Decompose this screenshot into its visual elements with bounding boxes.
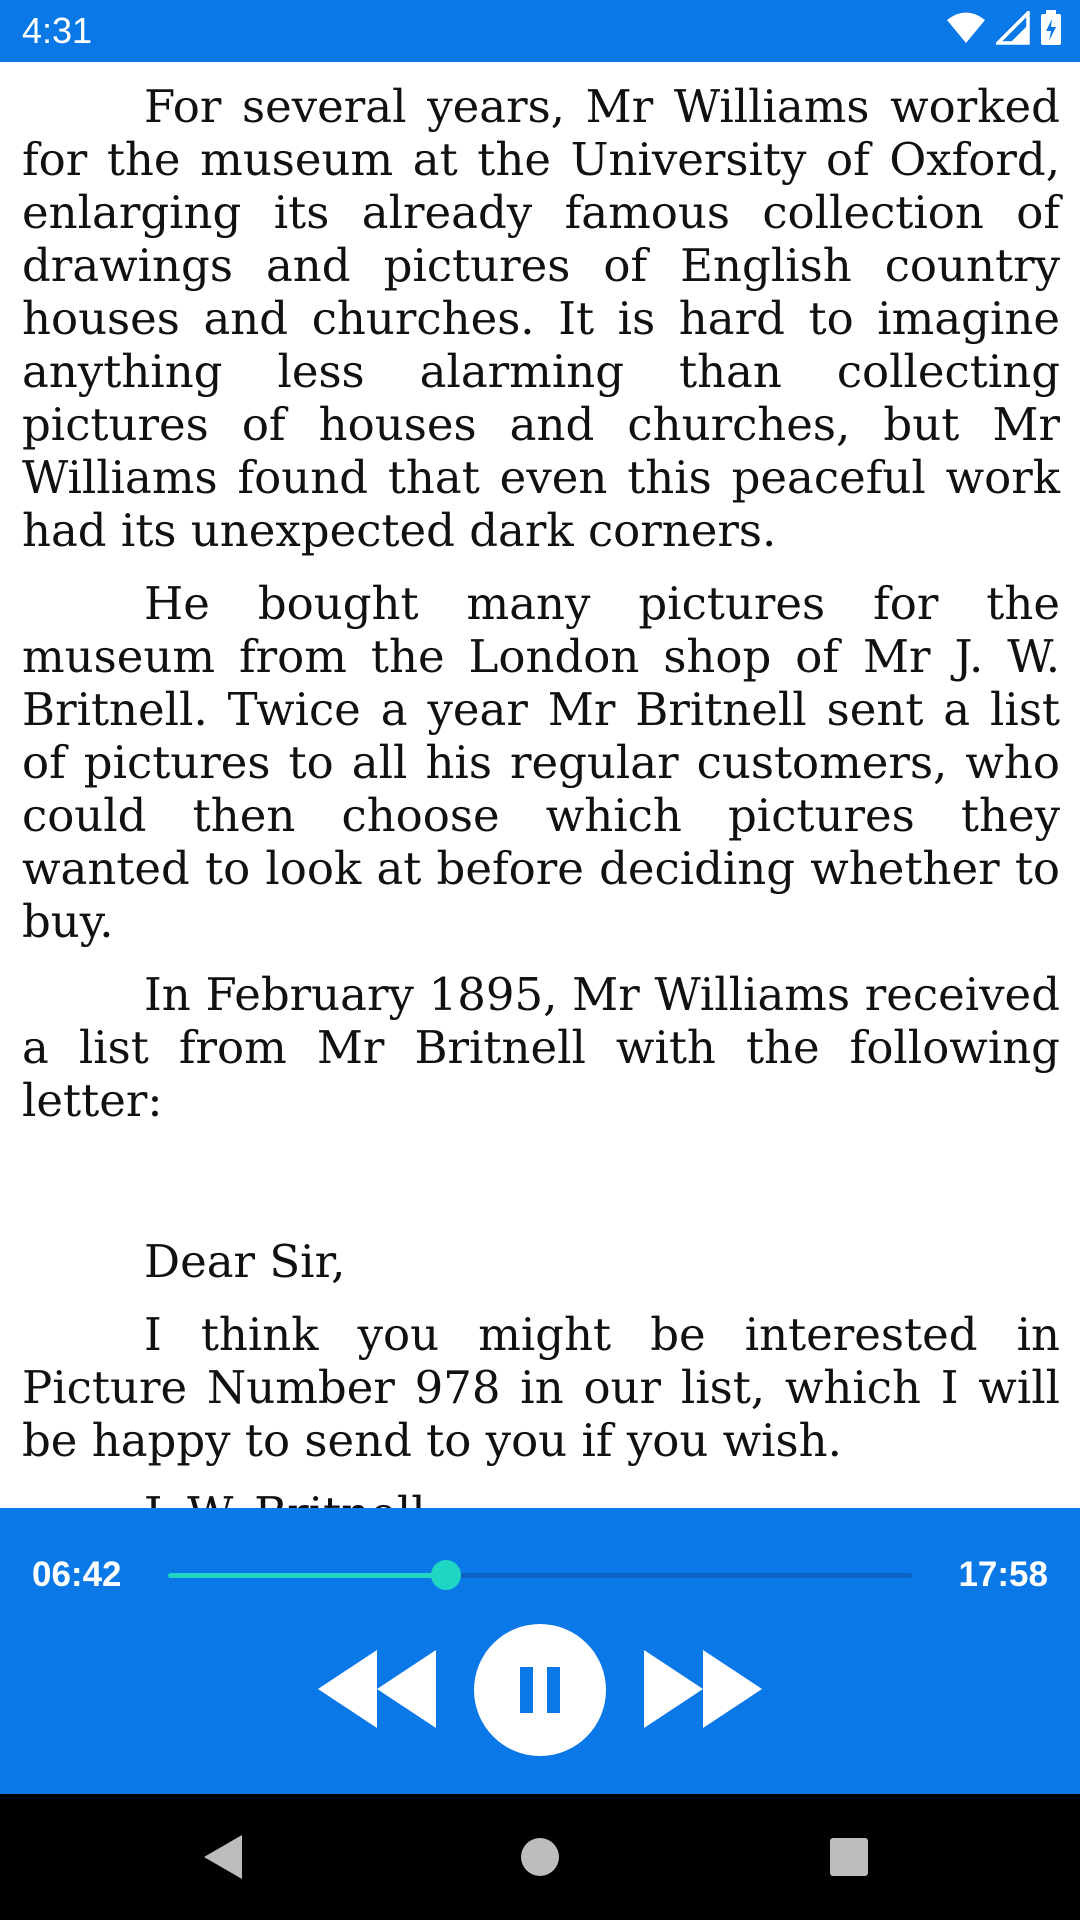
rewind-button[interactable] [318, 1650, 436, 1728]
battery-charging-icon [1040, 10, 1062, 50]
seek-bar[interactable] [168, 1562, 912, 1588]
pause-button[interactable] [474, 1624, 606, 1756]
back-icon [192, 1824, 258, 1890]
seek-bar-progress [168, 1573, 446, 1578]
paragraph: He bought many pictures for the museum from the London shop of Mr J. W. Britnell. Twice a year Mr Britnell sent a list of pictures to all his regular customers, who could then choose which pictures they wanted to look at before deciding whether to buy. [22, 577, 1060, 948]
cell-signal-icon [996, 11, 1030, 49]
rewind-icon [318, 1650, 436, 1728]
elapsed-time: 06:42 [32, 1555, 122, 1594]
home-icon [507, 1824, 573, 1890]
reader-text [22, 80, 1060, 1560]
status-icons [946, 10, 1062, 50]
audio-player [0, 1508, 1080, 1794]
status-time: 4:31 [22, 10, 93, 51]
wifi-icon [946, 11, 986, 49]
pause-icon [474, 1624, 606, 1756]
fast-forward-button[interactable] [644, 1650, 762, 1728]
letter-salutation: Dear Sir, [144, 1235, 346, 1288]
status-bar [0, 0, 1080, 62]
letter-body: I think you might be interested in Picture Number 978 in our list, which I will be happy to send to you if you wish. [22, 1308, 1060, 1467]
back-button[interactable] [192, 1824, 258, 1890]
fast-forward-icon [644, 1650, 762, 1728]
home-button[interactable] [507, 1824, 573, 1890]
recents-button[interactable] [816, 1824, 882, 1890]
recents-icon [816, 1824, 882, 1890]
paragraph: For several years, Mr Williams worked for the museum at the University of Oxford, enlarging its already famous collection of drawings and pictures of English country houses and churches. It is hard to imagine anything less alarming than collecting pictures of houses and churches, but Mr Williams found that even this peaceful work had its unexpected dark corners. [22, 80, 1060, 557]
seek-bar-thumb[interactable] [431, 1560, 461, 1590]
playback-controls [0, 1616, 1080, 1766]
total-time: 17:58 [958, 1555, 1048, 1594]
navigation-bar [0, 1794, 1080, 1920]
paragraph: In February 1895, Mr Williams received a list from Mr Britnell with the following letter: [22, 968, 1060, 1127]
